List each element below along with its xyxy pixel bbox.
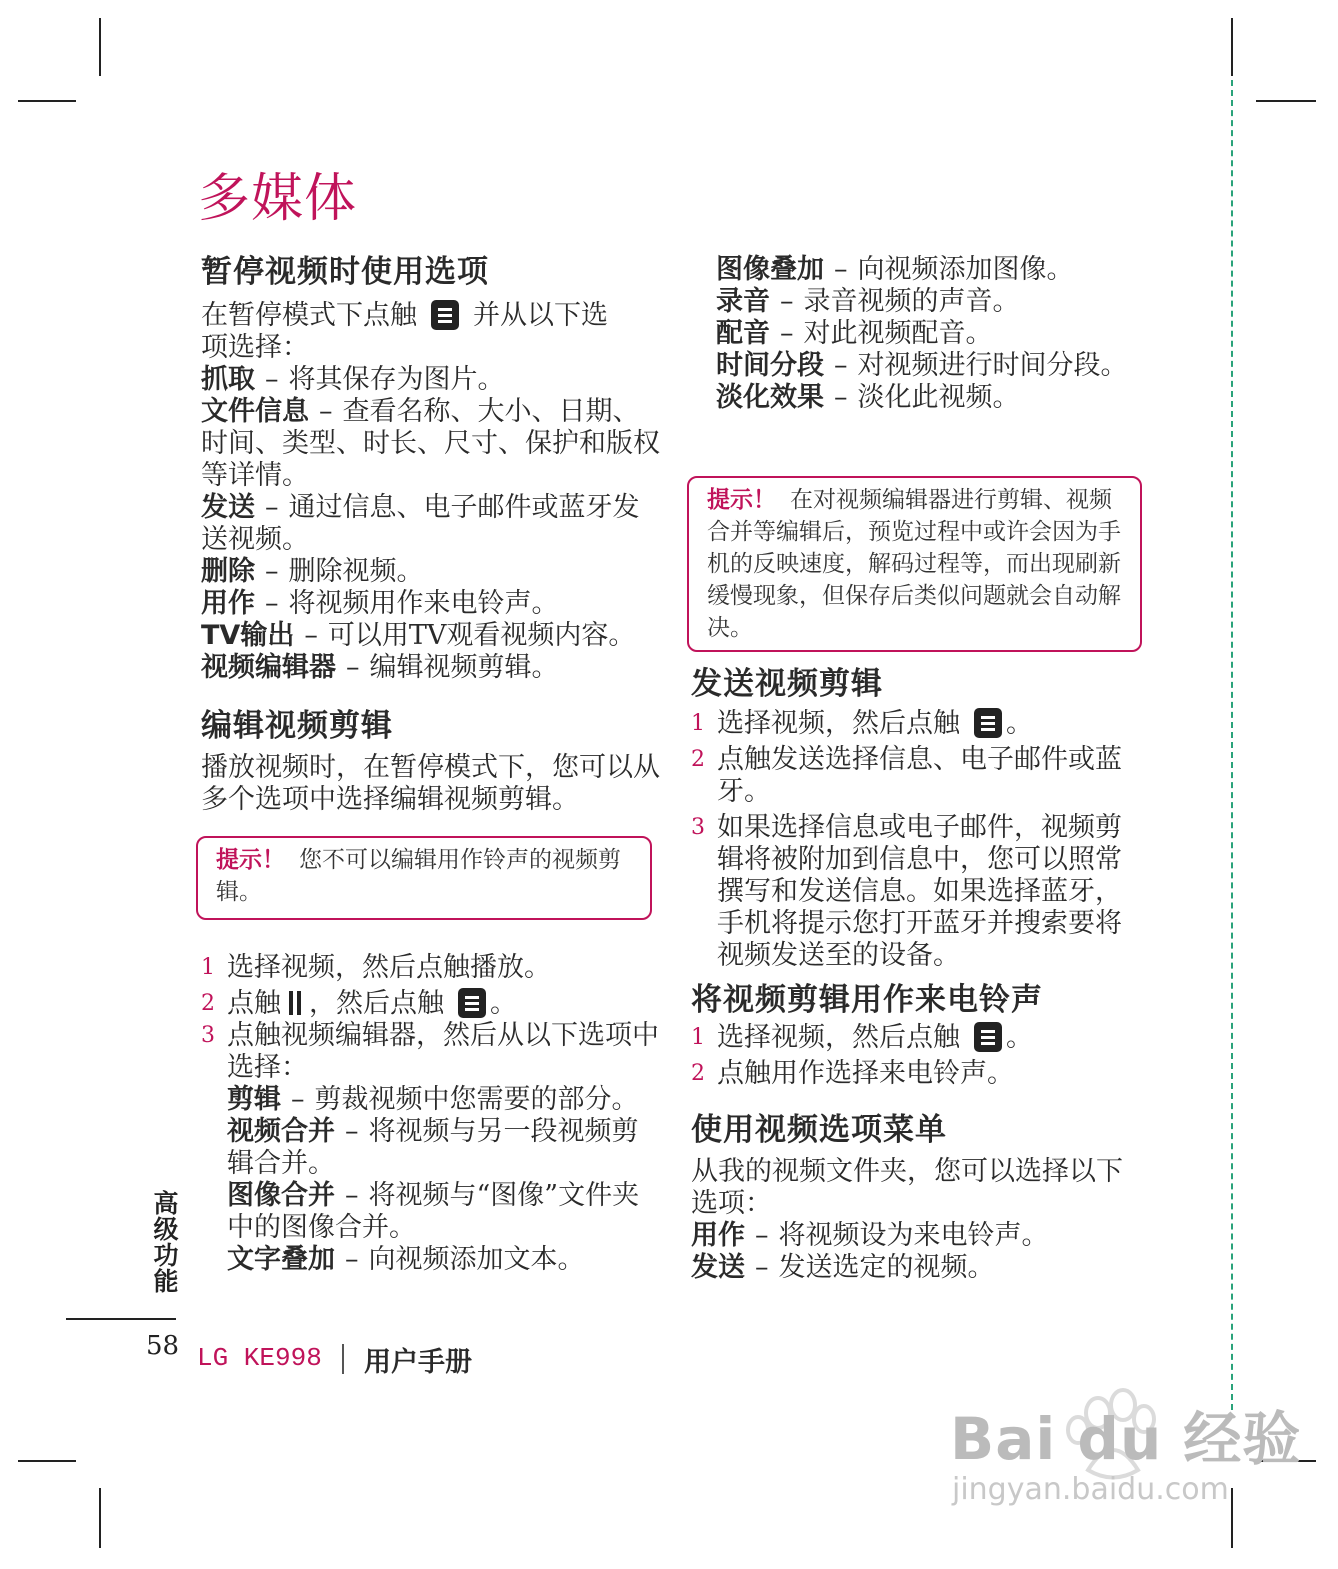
step-text: 如果选择信息或电子邮件，视频剪辑将被附加到信息中，您可以照常撰写和发送信息。如果选择蓝牙，手机将提示您打开蓝牙并搜索要将视频发送至的设备。 [717, 812, 1122, 971]
option-item [201, 588, 661, 620]
option-desc: 对视频进行时间分段。 [857, 350, 1128, 381]
option-desc: 编辑视频剪辑。 [369, 652, 559, 683]
option-term: 文件信息 [201, 396, 309, 427]
crop-mark [18, 100, 76, 102]
pause-option-list [201, 364, 661, 684]
option-item [227, 1084, 661, 1116]
dash-separator: – [265, 492, 279, 523]
option-item [716, 382, 1136, 414]
step-number: 3 [691, 815, 705, 840]
step-text: 。 [1006, 1022, 1033, 1053]
option-desc: 将视频与“图像”文件夹中的图像合并。 [227, 1180, 640, 1243]
ringtone-step-list [691, 1022, 1137, 1090]
option-desc: 将视频用作来电铃声。 [288, 588, 559, 619]
step-number: 1 [691, 1025, 705, 1050]
step-text: 。 [490, 988, 517, 1019]
list-item [691, 1058, 1137, 1090]
dash-separator: – [265, 588, 279, 619]
section-heading-send-clip: 发送视频剪辑 [691, 666, 883, 702]
option-item [227, 1244, 661, 1276]
option-desc: 向视频添加文本。 [368, 1244, 585, 1275]
pause-intro-text: 并从以下选 [473, 300, 608, 331]
option-term: 剪辑 [227, 1084, 281, 1115]
menu-icon [458, 988, 486, 1018]
section-heading-pause-options: 暂停视频时使用选项 [201, 254, 489, 290]
step-text: 点触用作选择来电铃声。 [717, 1058, 1014, 1089]
option-term: 视频合并 [227, 1116, 335, 1147]
list-item [201, 952, 661, 984]
step-text: 选择视频，然后点触 [717, 1022, 960, 1053]
dash-separator: – [780, 318, 794, 349]
crop-mark [18, 1460, 76, 1462]
option-item [716, 350, 1136, 382]
step-number: 2 [691, 1061, 705, 1086]
dash-separator: – [345, 1116, 359, 1147]
tip-label: 提示！ [707, 487, 776, 513]
chapter-side-label: 高级功能 [150, 1190, 179, 1294]
option-desc: 将视频设为来电铃声。 [778, 1220, 1049, 1251]
page-number: 58 [146, 1331, 180, 1361]
dash-separator: – [755, 1252, 769, 1283]
edit-intro: 播放视频时，在暂停模式下，您可以从多个选项中选择编辑视频剪辑。 [201, 752, 660, 815]
footer-rule [66, 1318, 176, 1320]
list-item [201, 1020, 661, 1084]
option-term: 删除 [201, 556, 255, 587]
dash-separator: – [834, 382, 848, 413]
watermark-brand: Bai du 经验 [950, 1405, 1302, 1473]
dash-separator: – [319, 396, 333, 427]
tip-label: 提示！ [216, 847, 285, 873]
footer-brand: LG KE998 [197, 1343, 322, 1373]
crop-mark [1256, 100, 1316, 102]
option-desc: 发送选定的视频。 [778, 1252, 995, 1283]
dash-separator: – [345, 1180, 359, 1211]
step-text: ，然后点触 [309, 988, 444, 1019]
tip-box-ringtone [196, 836, 652, 920]
option-item [201, 556, 661, 588]
option-item [716, 254, 1136, 286]
footer-manual-title: 用户手册 [364, 1347, 472, 1378]
option-item [201, 396, 661, 492]
crop-mark [99, 1488, 101, 1548]
dash-separator: – [291, 1084, 305, 1115]
footer-divider [342, 1344, 344, 1374]
step-text: 点触发送选择信息、电子邮件或蓝牙。 [717, 744, 1122, 807]
step-number: 1 [691, 711, 705, 736]
crop-mark [99, 18, 101, 76]
option-item [691, 1220, 1137, 1252]
dash-separator: – [345, 1244, 359, 1275]
option-desc: 向视频添加图像。 [857, 254, 1074, 285]
page-title: 多媒体 [198, 169, 358, 229]
option-desc: 通过信息、电子邮件或蓝牙发送视频。 [201, 492, 640, 555]
pause-intro-text: 项选择： [201, 332, 309, 363]
step-text: 。 [1006, 708, 1033, 739]
section-heading-edit-clip: 编辑视频剪辑 [201, 708, 393, 744]
option-term: 用作 [201, 588, 255, 619]
option-item [716, 318, 1136, 350]
fold-guide-line [1231, 80, 1233, 1410]
editor-option-list [201, 1084, 661, 1276]
option-desc: 删除视频。 [288, 556, 424, 587]
option-term: 发送 [691, 1252, 745, 1283]
list-item [691, 708, 1137, 740]
video-menu-intro: 从我的视频文件夹，您可以选择以下选项： [691, 1156, 1123, 1219]
option-item [201, 364, 661, 396]
option-desc: 可以用TV观看视频内容。 [327, 620, 636, 651]
option-term: 视频编辑器 [201, 652, 336, 683]
step-number: 3 [201, 1023, 215, 1048]
option-item [201, 652, 661, 684]
option-term: 图像叠加 [716, 254, 824, 285]
option-desc: 将视频与另一段视频剪辑合并。 [227, 1116, 639, 1179]
tip-text: 您不可以编辑用作铃声的视频剪辑。 [216, 847, 621, 905]
dash-separator: – [780, 286, 794, 317]
option-term: 文字叠加 [227, 1244, 335, 1275]
tip-box-preview [687, 476, 1142, 652]
right-column-editor-options [716, 254, 1136, 414]
option-item [227, 1116, 661, 1180]
option-item [716, 286, 1136, 318]
option-term: 时间分段 [716, 350, 824, 381]
dash-separator: – [265, 364, 279, 395]
step-number: 1 [201, 955, 215, 980]
left-column [201, 252, 661, 816]
menu-icon [431, 300, 459, 330]
edit-steps [201, 952, 661, 1276]
option-item [691, 1252, 1137, 1284]
option-desc: 对此视频配音。 [803, 318, 993, 349]
option-term: TV输出 [201, 620, 295, 651]
dash-separator: – [265, 556, 279, 587]
pause-intro-text: 在暂停模式下点触 [201, 300, 417, 331]
step-number: 2 [691, 747, 705, 772]
option-item [201, 492, 661, 556]
option-term: 用作 [691, 1220, 745, 1251]
section-heading-ringtone: 将视频剪辑用作来电铃声 [691, 982, 1043, 1018]
send-step-list [691, 708, 1137, 972]
menu-icon [974, 1022, 1002, 1052]
option-desc: 淡化此视频。 [857, 382, 1020, 413]
list-item [691, 744, 1137, 808]
edit-step-list [201, 952, 661, 1084]
dash-separator: – [834, 254, 848, 285]
crop-mark [1231, 18, 1233, 76]
step-text: 选择视频，然后点触 [717, 708, 960, 739]
list-item [201, 988, 661, 1020]
option-item [201, 620, 661, 652]
step-text: 选择视频，然后点触播放。 [227, 952, 551, 983]
step-text: 点触视频编辑器，然后从以下选项中选择： [227, 1020, 659, 1083]
menu-icon [974, 708, 1002, 738]
list-item [691, 812, 1137, 972]
option-term: 淡化效果 [716, 382, 824, 413]
pause-icon [287, 991, 303, 1015]
dash-separator: – [755, 1220, 769, 1251]
right-column-sections [691, 664, 1137, 1284]
watermark-url: jingyan.baidu.com [952, 1472, 1229, 1507]
step-text: 点触 [227, 988, 281, 1019]
list-item [691, 1022, 1137, 1054]
step-number: 2 [201, 991, 215, 1016]
option-term: 图像合并 [227, 1180, 335, 1211]
option-term: 录音 [716, 286, 770, 317]
option-term: 抓取 [201, 364, 255, 395]
dash-separator: – [304, 620, 318, 651]
dash-separator: – [346, 652, 360, 683]
option-term: 配音 [716, 318, 770, 349]
option-desc: 剪裁视频中您需要的部分。 [314, 1084, 639, 1115]
option-desc: 录音视频的声音。 [803, 286, 1020, 317]
option-desc: 查看名称、大小、日期、时间、类型、时长、尺寸、保护和版权等详情。 [201, 396, 660, 491]
option-desc: 将其保存为图片。 [288, 364, 505, 395]
section-heading-video-menu: 使用视频选项菜单 [691, 1112, 947, 1148]
option-term: 发送 [201, 492, 255, 523]
pause-intro [201, 300, 661, 364]
dash-separator: – [834, 350, 848, 381]
tip-text: 在对视频编辑器进行剪辑、视频合并等编辑后，预览过程中或许会因为手机的反映速度，解码过程等，而出现刷新缓慢现象，但保存后类似问题就会自动解决。 [707, 487, 1121, 641]
option-item [227, 1180, 661, 1244]
